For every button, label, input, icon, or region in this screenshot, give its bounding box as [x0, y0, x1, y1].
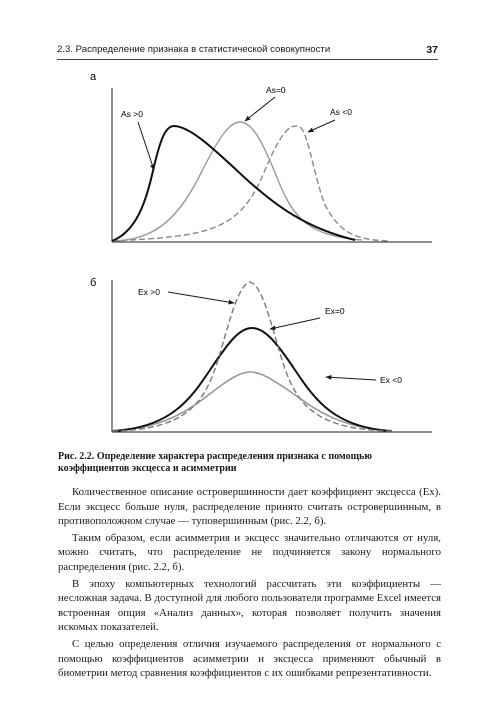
curve-ex-pos — [112, 282, 392, 431]
page-number: 37 — [426, 44, 438, 56]
arrow-ex-zero — [270, 318, 320, 329]
paragraph: Количественное описание островершинности дает коэффициент эксцесса (Ex). Если эксцесс больше нуля, распределение принято считать островершинным, в противоположном случае — туповершинным (рис. 2.2, б). — [58, 486, 441, 528]
paragraph: Таким образом, если асимметрия и эксцесс значительно отличаются от нуля, можно считать, что распределение не подчиняется закону нормального распределения (рис. 2.2, б). — [58, 531, 441, 573]
arrow-ex-neg — [326, 377, 376, 380]
label-as-zero: As=0 — [266, 85, 286, 95]
arrow-as-neg — [308, 120, 335, 132]
body-text — [58, 485, 441, 683]
caption-label: Рис. 2.2. — [58, 451, 95, 462]
paragraph: В эпоху компьютерных технологий рассчитать эти коэффициенты — несложная задача. В доступной для любого пользователя программе Excel имеется встроенная опция «Анализ данных», которая позволяет получить значения искомых показателей. — [58, 577, 441, 634]
curve-ex-zero — [112, 328, 392, 431]
panel-b-label: б — [90, 277, 97, 289]
label-ex-pos: Ex >0 — [138, 287, 160, 297]
label-as-neg: As <0 — [330, 107, 352, 117]
arrow-as-pos — [138, 122, 154, 170]
caption-text: Определение характера распределения признака с помощью коэффициентов эксцесса и асимметрии — [58, 451, 372, 474]
panel-a — [90, 71, 432, 242]
label-as-pos: As >0 — [121, 109, 143, 119]
panel-b — [90, 277, 432, 432]
panel-a-label: а — [90, 71, 97, 83]
figure-caption — [58, 451, 441, 475]
arrow-ex-pos — [168, 292, 234, 303]
arrow-as-zero — [245, 97, 275, 121]
label-ex-neg: Ex <0 — [380, 375, 402, 385]
paragraph: С целью определения отличия изучаемого распределения от нормального с помощью коэффициентов асимметрии и эксцесса применяют обычный в биометрии метод сравнения коэффициентов с их ошибками репрезентативности. — [58, 637, 441, 680]
section-title: 2.3. Распределение признака в статистической совокупности — [57, 44, 331, 55]
label-ex-zero: Ex=0 — [325, 306, 345, 316]
